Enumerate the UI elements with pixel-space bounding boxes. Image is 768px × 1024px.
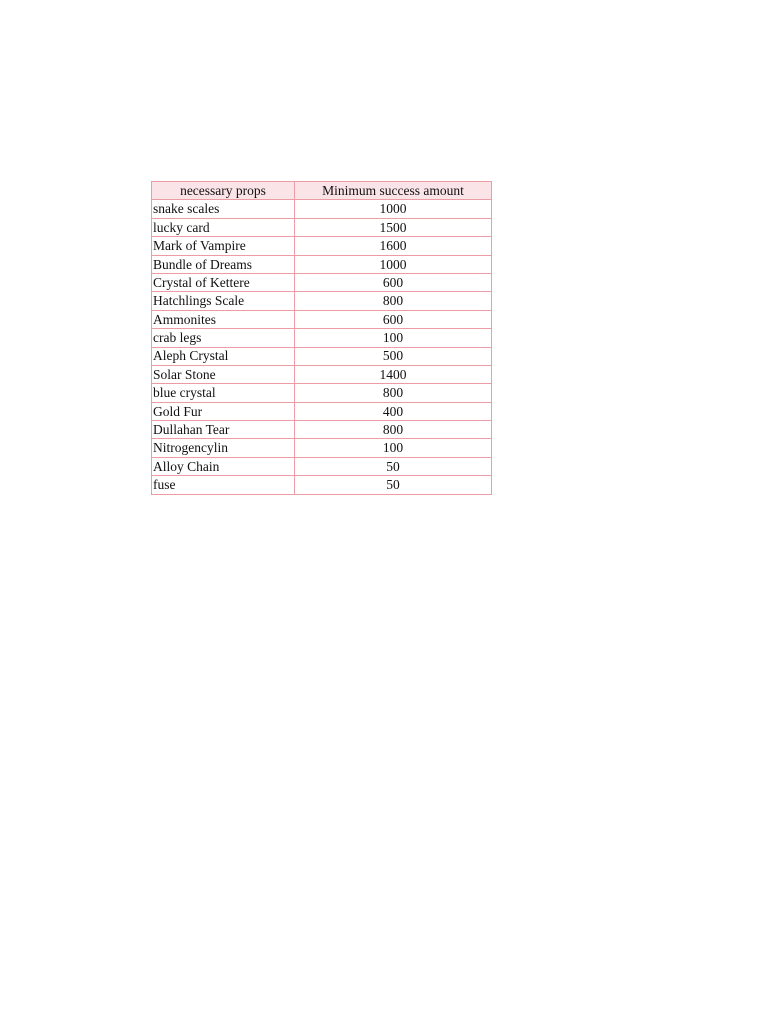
amount-cell: 50 <box>295 457 492 475</box>
table-row <box>152 384 492 402</box>
prop-name-cell: crab legs <box>152 329 295 347</box>
table-row <box>152 292 492 310</box>
amount-cell: 800 <box>295 384 492 402</box>
amount-cell: 100 <box>295 329 492 347</box>
table-row <box>152 237 492 255</box>
amount-cell: 1600 <box>295 237 492 255</box>
amount-cell: 1000 <box>295 255 492 273</box>
prop-name-cell: blue crystal <box>152 384 295 402</box>
amount-cell: 50 <box>295 476 492 494</box>
prop-name-cell: Nitrogencylin <box>152 439 295 457</box>
prop-name-cell: lucky card <box>152 218 295 236</box>
amount-cell: 100 <box>295 439 492 457</box>
table-header-row <box>152 182 492 200</box>
prop-name-cell: Alloy Chain <box>152 457 295 475</box>
table-row <box>152 329 492 347</box>
amount-cell: 1400 <box>295 365 492 383</box>
amount-cell: 600 <box>295 310 492 328</box>
prop-name-cell: Bundle of Dreams <box>152 255 295 273</box>
prop-name-cell: snake scales <box>152 200 295 218</box>
table-row <box>152 273 492 291</box>
prop-name-cell: Solar Stone <box>152 365 295 383</box>
table-row <box>152 402 492 420</box>
amount-cell: 500 <box>295 347 492 365</box>
prop-name-cell: Dullahan Tear <box>152 421 295 439</box>
table-row <box>152 347 492 365</box>
table-row <box>152 457 492 475</box>
amount-cell: 400 <box>295 402 492 420</box>
props-table <box>151 181 492 495</box>
table-row <box>152 439 492 457</box>
prop-name-cell: Mark of Vampire <box>152 237 295 255</box>
amount-cell: 600 <box>295 273 492 291</box>
prop-name-cell: Ammonites <box>152 310 295 328</box>
amount-cell: 1000 <box>295 200 492 218</box>
prop-name-cell: Crystal of Kettere <box>152 273 295 291</box>
amount-cell: 800 <box>295 421 492 439</box>
prop-name-cell: Hatchlings Scale <box>152 292 295 310</box>
table-row <box>152 310 492 328</box>
table-row <box>152 476 492 494</box>
table-row <box>152 255 492 273</box>
table-row <box>152 200 492 218</box>
table-row <box>152 218 492 236</box>
header-minimum-success-amount: Minimum success amount <box>295 182 492 200</box>
table-row <box>152 421 492 439</box>
table-row <box>152 365 492 383</box>
header-necessary-props: necessary props <box>152 182 295 200</box>
prop-name-cell: Gold Fur <box>152 402 295 420</box>
amount-cell: 800 <box>295 292 492 310</box>
amount-cell: 1500 <box>295 218 492 236</box>
prop-name-cell: Aleph Crystal <box>152 347 295 365</box>
prop-name-cell: fuse <box>152 476 295 494</box>
